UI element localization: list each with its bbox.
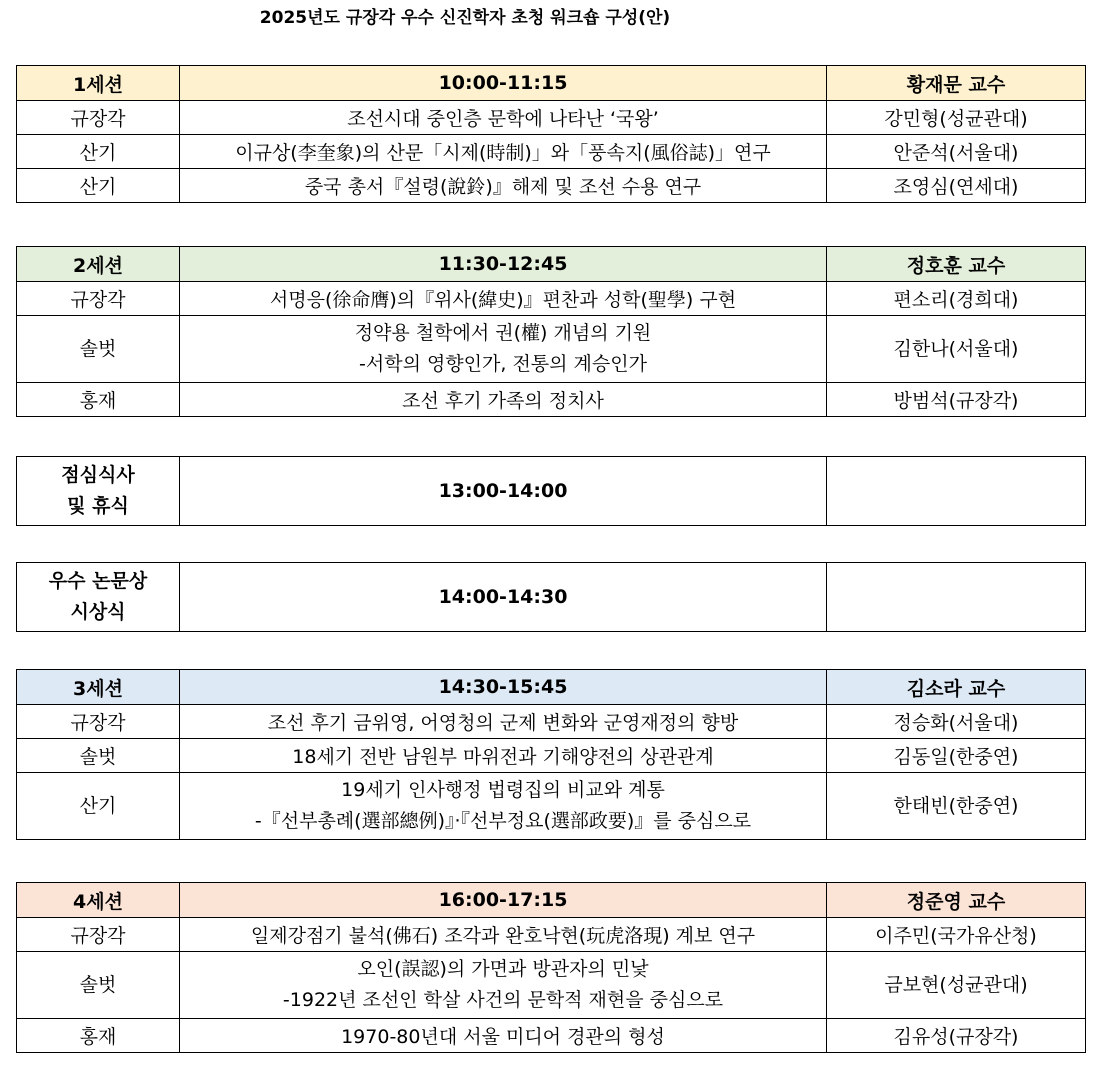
topic-cell: 조선 후기 가족의 정치사: [180, 383, 827, 417]
session-label: 1세션: [17, 66, 180, 101]
break-time: 14:00-14:30: [180, 563, 827, 632]
session-label: 4세션: [17, 883, 180, 918]
org-cell: 산기: [17, 169, 180, 203]
topic-cell: 일제강점기 불석(佛石) 조각과 완호낙현(玩虎洛現) 계보 연구: [180, 918, 827, 952]
topic-subline: -1922년 조선인 학살 사건의 문학적 재현을 중심으로: [282, 989, 724, 1011]
session-time: 10:00-11:15: [180, 66, 827, 101]
topic-cell: [180, 773, 827, 840]
org-cell: 솔벗: [17, 952, 180, 1019]
topic-cell: 조선 후기 금위영, 어영청의 군제 변화와 군영재정의 향방: [180, 705, 827, 739]
session-label: 2세션: [17, 247, 180, 282]
session-time: 11:30-12:45: [180, 247, 827, 282]
org-cell: 홍재: [17, 383, 180, 417]
org-cell: 규장각: [17, 282, 180, 316]
break-note: [827, 457, 1086, 526]
session-4-table: [16, 882, 1086, 1053]
break-label-line: 및 휴식: [67, 495, 129, 517]
org-cell: 산기: [17, 135, 180, 169]
table-row: [17, 135, 1086, 169]
break-label-line: 점심식사: [61, 464, 135, 486]
break-time: 13:00-14:00: [180, 457, 827, 526]
topic-cell: [180, 316, 827, 383]
session-header-row: [17, 670, 1086, 705]
topic-cell: 1970-80년대 서울 미디어 경관의 형성: [180, 1019, 827, 1053]
org-cell: 솔벗: [17, 316, 180, 383]
session-chair: 정호훈 교수: [827, 247, 1086, 282]
table-row: [17, 169, 1086, 203]
org-cell: 규장각: [17, 705, 180, 739]
session-1-table: [16, 65, 1086, 203]
table-row: [17, 739, 1086, 773]
session-chair: 황재문 교수: [827, 66, 1086, 101]
presenter-cell: 김한나(서울대): [827, 316, 1086, 383]
session-3-table: [16, 669, 1086, 840]
org-cell: 홍재: [17, 1019, 180, 1053]
break-label-line: 시상식: [70, 601, 126, 623]
session-time: 14:30-15:45: [180, 670, 827, 705]
presenter-cell: 정승화(서울대): [827, 705, 1086, 739]
topic-cell: 이규상(李奎象)의 산문「시제(時制)」와「풍속지(風俗誌)」연구: [180, 135, 827, 169]
table-row: [17, 282, 1086, 316]
table-row: [17, 1019, 1086, 1053]
session-header-row: [17, 883, 1086, 918]
presenter-cell: 김유성(규장각): [827, 1019, 1086, 1053]
session-header-row: [17, 247, 1086, 282]
topic-subline: -서학의 영향인가, 전통의 계승인가: [359, 353, 647, 375]
org-cell: 규장각: [17, 918, 180, 952]
session-2-table: [16, 246, 1086, 417]
session-header-row: [17, 66, 1086, 101]
break-label-line: 우수 논문상: [48, 570, 148, 592]
presenter-cell: 금보현(성균관대): [827, 952, 1086, 1019]
table-row: [17, 918, 1086, 952]
topic-cell: 중국 총서『설령(說鈴)』해제 및 조선 수용 연구: [180, 169, 827, 203]
topic-line: 정약용 철학에서 권(權) 개념의 기원: [354, 322, 652, 344]
session-label: 3세션: [17, 670, 180, 705]
topic-cell: [180, 952, 827, 1019]
presenter-cell: 이주민(국가유산청): [827, 918, 1086, 952]
session-chair: 정준영 교수: [827, 883, 1086, 918]
table-row: [17, 101, 1086, 135]
table-row: [17, 705, 1086, 739]
break-award-table: [16, 562, 1086, 632]
presenter-cell: 편소리(경희대): [827, 282, 1086, 316]
break-label: [17, 457, 180, 526]
topic-line: 19세기 인사행정 법령집의 비교와 계통: [341, 779, 665, 801]
break-note: [827, 563, 1086, 632]
presenter-cell: 조영심(연세대): [827, 169, 1086, 203]
break-lunch-table: [16, 456, 1086, 526]
org-cell: 산기: [17, 773, 180, 840]
break-row: [17, 457, 1086, 526]
presenter-cell: 한태빈(한중연): [827, 773, 1086, 840]
org-cell: 솔벗: [17, 739, 180, 773]
presenter-cell: 안준석(서울대): [827, 135, 1086, 169]
presenter-cell: 김동일(한중연): [827, 739, 1086, 773]
table-row: [17, 383, 1086, 417]
table-row: [17, 316, 1086, 383]
topic-subline: -『선부총례(選部總例)』·『선부정요(選部政要)』를 중심으로: [254, 810, 752, 832]
topic-line: 오인(誤認)의 가면과 방관자의 민낯: [357, 958, 649, 980]
topic-cell: 조선시대 중인층 문학에 나타난 ‘국왕’: [180, 101, 827, 135]
org-cell: 규장각: [17, 101, 180, 135]
session-time: 16:00-17:15: [180, 883, 827, 918]
presenter-cell: 방범석(규장각): [827, 383, 1086, 417]
topic-cell: 서명응(徐命膺)의『위사(緯史)』편찬과 성학(聖學) 구현: [180, 282, 827, 316]
table-row: [17, 773, 1086, 840]
session-chair: 김소라 교수: [827, 670, 1086, 705]
break-label: [17, 563, 180, 632]
break-row: [17, 563, 1086, 632]
topic-cell: 18세기 전반 남원부 마위전과 기해양전의 상관관계: [180, 739, 827, 773]
page-title: 2025년도 규장각 우수 신진학자 초청 워크숍 구성(안): [259, 8, 671, 28]
table-row: [17, 952, 1086, 1019]
presenter-cell: 강민형(성균관대): [827, 101, 1086, 135]
